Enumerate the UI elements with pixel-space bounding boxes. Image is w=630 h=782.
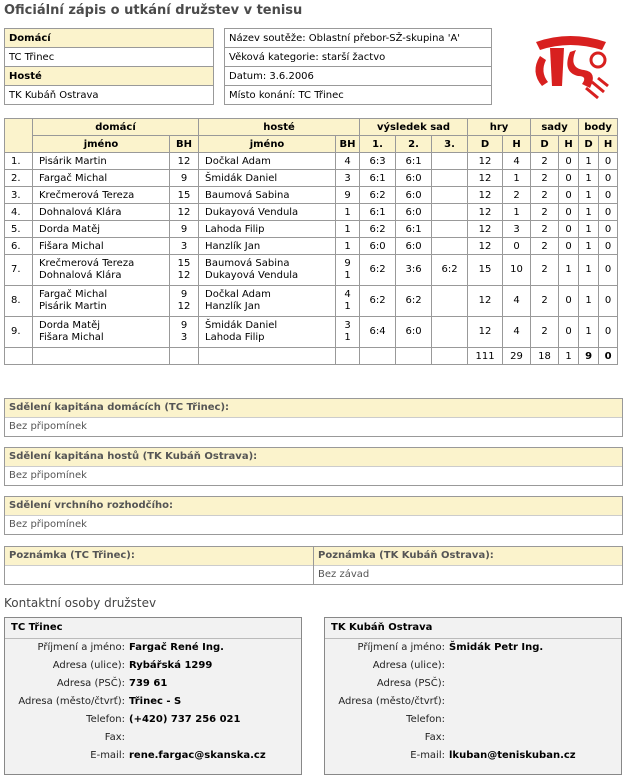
sets-header: sady	[531, 119, 579, 136]
guest-bh-line: 4	[344, 289, 351, 300]
home-player	[33, 204, 170, 221]
home-player-line: Fišara Michal	[39, 240, 104, 252]
contact-row	[325, 693, 621, 711]
guest-player-line: Hanzlík Jan	[205, 240, 261, 252]
home-player	[33, 170, 170, 187]
guest-player-line: Hanzlík Jan	[205, 301, 261, 312]
contact-row	[5, 693, 301, 711]
points-d: 1	[579, 170, 599, 187]
contact-row	[5, 675, 301, 693]
set1-score: 6:2	[360, 221, 396, 238]
home-bh	[170, 238, 199, 255]
guest-player-line: Dukayová Vendula	[205, 270, 299, 281]
guest-player	[199, 204, 336, 221]
set1-score: 6:0	[360, 238, 396, 255]
home-header: domácí	[33, 119, 199, 136]
games-d: 12	[468, 286, 503, 317]
guest-player-line: Šmidák Daniel	[205, 172, 278, 184]
set2-score: 6:0	[396, 238, 432, 255]
set3-score	[432, 286, 468, 317]
home-bh	[170, 255, 199, 286]
match-number: 7.	[5, 255, 33, 286]
guest-bh-line: 1	[344, 223, 351, 235]
match-number: 2.	[5, 170, 33, 187]
points-h: 0	[599, 204, 618, 221]
home-captain-note	[4, 398, 623, 437]
contact-row	[325, 711, 621, 729]
guest-bh	[336, 255, 360, 286]
home-bh-line: 3	[180, 240, 188, 252]
sets-d: 2	[531, 153, 559, 170]
guest-player	[199, 286, 336, 317]
teams-table	[4, 28, 214, 105]
games-d: 12	[468, 153, 503, 170]
guest-player	[199, 221, 336, 238]
match-number: 8.	[5, 286, 33, 317]
games-h: 1	[503, 170, 531, 187]
total-sets-d: 18	[531, 348, 559, 365]
contact-label: Příjmení a jméno:	[37, 642, 125, 653]
points-header: body	[579, 119, 618, 136]
guest-captain-note-text: Bez připomínek	[9, 470, 87, 481]
home-bh	[170, 187, 199, 204]
set1-header: 1.	[360, 136, 396, 153]
games-h: 4	[503, 153, 531, 170]
set2-score: 6:1	[396, 153, 432, 170]
home-bh-line: 12	[177, 270, 191, 281]
contact-row	[325, 747, 621, 765]
guest-player-line: Šmidák Daniel	[205, 320, 278, 331]
points-h: 0	[599, 221, 618, 238]
guest-bh-line: 1	[344, 206, 351, 218]
table-row	[5, 286, 618, 317]
home-bh-line: 15	[177, 189, 191, 201]
guest-bh-line: 1	[344, 332, 351, 343]
games-d: 12	[468, 204, 503, 221]
contact-label: Fax:	[424, 732, 445, 743]
remark-home-text	[5, 566, 313, 584]
guest-label: Hosté	[5, 67, 214, 86]
games-d: 12	[468, 187, 503, 204]
home-player-line: Fišara Michal	[39, 332, 104, 343]
points-d: 1	[579, 238, 599, 255]
table-row	[5, 187, 618, 204]
guest-captain-note	[4, 447, 623, 486]
points-d: 1	[579, 221, 599, 238]
guest-name-header: jméno	[199, 136, 336, 153]
sets-h: 0	[559, 204, 579, 221]
points-h: 0	[599, 317, 618, 348]
contact-value: Fargač René Ing.	[129, 642, 224, 653]
points-h: 0	[599, 286, 618, 317]
sets-h: 0	[559, 170, 579, 187]
contact-value: Rybářská 1299	[129, 660, 213, 671]
points-d: 1	[579, 204, 599, 221]
contact-value: 739 61	[129, 678, 168, 689]
home-player-line: Fargač Michal	[39, 172, 108, 184]
guest-player-line: Lahoda Filip	[205, 223, 265, 235]
home-bh-line: 9	[180, 320, 188, 331]
home-bh-line: 9	[180, 172, 188, 184]
guest-player	[199, 255, 336, 286]
table-row	[5, 170, 618, 187]
contact-home-team: TC Třinec	[5, 618, 301, 639]
home-bh-header: BH	[170, 136, 199, 153]
guest-captain-note-label: Sdělení kapitána hostů (TK Kubáň Ostrava):	[5, 448, 622, 467]
games-d: 12	[468, 238, 503, 255]
games-d: 15	[468, 255, 503, 286]
home-player	[33, 317, 170, 348]
guest-bh	[336, 221, 360, 238]
guest-player	[199, 170, 336, 187]
table-row	[5, 238, 618, 255]
set2-score: 6:1	[396, 221, 432, 238]
home-player-line: Dorda Matěj	[39, 223, 101, 235]
games-h: 10	[503, 255, 531, 286]
home-bh-line: 12	[177, 155, 191, 167]
sets-d: 2	[531, 317, 559, 348]
contact-value: Třinec - S	[129, 696, 182, 707]
guest-bh	[336, 317, 360, 348]
referee-note-text: Bez připomínek	[9, 519, 87, 530]
set1-score: 6:4	[360, 317, 396, 348]
home-bh	[170, 170, 199, 187]
guest-player-line: Dočkal Adam	[205, 155, 271, 167]
sets-h: 0	[559, 317, 579, 348]
set2-score: 3:6	[396, 255, 432, 286]
games-d: 12	[468, 170, 503, 187]
home-bh	[170, 153, 199, 170]
sets-d-header: D	[531, 136, 559, 153]
sets-h-header: H	[559, 136, 579, 153]
sets-h: 0	[559, 153, 579, 170]
set2-score: 6:0	[396, 187, 432, 204]
points-d: 1	[579, 317, 599, 348]
contact-label: E-mail:	[90, 750, 125, 761]
home-player-line: Dohnalová Klára	[39, 206, 122, 218]
total-sets-h: 1	[559, 348, 579, 365]
home-bh	[170, 317, 199, 348]
contact-row	[5, 657, 301, 675]
contact-value: (+420) 737 256 021	[129, 714, 241, 725]
games-d-header: D	[468, 136, 503, 153]
referee-note	[4, 496, 623, 535]
contact-row	[5, 711, 301, 729]
contact-row	[325, 657, 621, 675]
guest-player	[199, 153, 336, 170]
home-player-line: Dohnalová Klára	[39, 270, 122, 281]
set3-header: 3.	[432, 136, 468, 153]
remark-guest-text: Bez závad	[318, 569, 370, 580]
total-points-d: 9	[579, 348, 599, 365]
guest-bh-line: 1	[344, 301, 351, 312]
sets-d: 2	[531, 187, 559, 204]
match-date: Datum: 3.6.2006	[225, 67, 492, 86]
points-h: 0	[599, 170, 618, 187]
games-h: 4	[503, 317, 531, 348]
table-row	[5, 221, 618, 238]
guest-bh	[336, 286, 360, 317]
match-number: 1.	[5, 153, 33, 170]
set1-score: 6:3	[360, 153, 396, 170]
home-bh-line: 9	[180, 289, 188, 300]
contact-label: E-mail:	[410, 750, 445, 761]
sets-h: 0	[559, 187, 579, 204]
points-h-header: H	[599, 136, 618, 153]
home-player	[33, 238, 170, 255]
games-h: 2	[503, 187, 531, 204]
home-bh-line: 9	[180, 223, 188, 235]
guest-bh	[336, 153, 360, 170]
competition-name: Název soutěže: Oblastní přebor-SŽ-skupina 'A'	[225, 29, 492, 48]
home-player-line: Krečmerová Tereza	[39, 258, 135, 269]
contact-value: rene.fargac@skanska.cz	[129, 750, 266, 761]
home-player	[33, 255, 170, 286]
contact-row	[5, 729, 301, 747]
set1-score: 6:1	[360, 170, 396, 187]
match-number: 5.	[5, 221, 33, 238]
set3-score	[432, 238, 468, 255]
guest-bh	[336, 238, 360, 255]
results-table	[4, 118, 618, 365]
match-venue: Místo konání: TC Třinec	[225, 86, 492, 105]
points-d: 1	[579, 255, 599, 286]
contact-value: lkuban@teniskuban.cz	[449, 750, 576, 761]
sets-result-header: výsledek sad	[360, 119, 468, 136]
match-number: 6.	[5, 238, 33, 255]
games-d: 12	[468, 221, 503, 238]
points-h: 0	[599, 238, 618, 255]
points-h: 0	[599, 187, 618, 204]
table-row	[5, 255, 618, 286]
match-number: 9.	[5, 317, 33, 348]
guest-bh-line: 3	[344, 172, 351, 184]
home-bh	[170, 286, 199, 317]
contact-label: Adresa (město/čtvrť):	[18, 696, 125, 707]
table-row	[5, 153, 618, 170]
guest-bh-line: 1	[344, 240, 351, 252]
guest-player	[199, 317, 336, 348]
set2-header: 2.	[396, 136, 432, 153]
home-player-line: Pisárik Martin	[39, 301, 107, 312]
games-h: 0	[503, 238, 531, 255]
set2-score: 6:0	[396, 170, 432, 187]
set3-score	[432, 317, 468, 348]
guest-bh	[336, 170, 360, 187]
guest-player-line: Dočkal Adam	[205, 289, 271, 300]
contact-box-home	[4, 617, 302, 775]
contact-guest-team: TK Kubáň Ostrava	[325, 618, 621, 639]
contact-row	[5, 747, 301, 765]
total-games-h: 29	[503, 348, 531, 365]
guest-header: hosté	[199, 119, 360, 136]
guest-player-line: Lahoda Filip	[205, 332, 265, 343]
set3-score	[432, 221, 468, 238]
contact-row	[325, 639, 621, 657]
home-captain-note-label: Sdělení kapitána domácích (TC Třinec):	[5, 399, 622, 418]
home-bh-line: 12	[177, 206, 191, 218]
guest-bh-line: 4	[344, 155, 351, 167]
total-games-d: 111	[468, 348, 503, 365]
table-row	[5, 317, 618, 348]
set1-score: 6:1	[360, 204, 396, 221]
home-bh	[170, 221, 199, 238]
set1-score: 6:2	[360, 286, 396, 317]
guest-bh-line: 9	[344, 258, 351, 269]
sets-h: 1	[559, 255, 579, 286]
contacts-title: Kontaktní osoby družstev	[4, 596, 157, 610]
sets-d: 2	[531, 286, 559, 317]
guest-bh-line: 9	[344, 189, 351, 201]
points-h: 0	[599, 153, 618, 170]
page-title: Oficiální zápis o utkání družstev v tenisu	[4, 3, 303, 18]
remarks	[4, 546, 623, 585]
home-captain-note-text: Bez připomínek	[9, 421, 87, 432]
set3-score	[432, 170, 468, 187]
table-row	[5, 204, 618, 221]
home-bh-line: 15	[177, 258, 191, 269]
set2-score: 6:2	[396, 286, 432, 317]
games-h: 3	[503, 221, 531, 238]
home-player-line: Dorda Matěj	[39, 320, 101, 331]
set3-score	[432, 187, 468, 204]
total-points-h: 0	[599, 348, 618, 365]
set2-score: 6:0	[396, 317, 432, 348]
set1-score: 6:2	[360, 187, 396, 204]
games-h: 4	[503, 286, 531, 317]
contact-value: Šmidák Petr Ing.	[449, 642, 544, 653]
home-bh-line: 12	[177, 301, 191, 312]
guest-team: TK Kubáň Ostrava	[5, 86, 214, 105]
tcs-tennis-logo-icon	[528, 28, 612, 100]
sets-d: 2	[531, 221, 559, 238]
guest-player-line: Baumová Sabina	[205, 189, 290, 201]
match-number: 4.	[5, 204, 33, 221]
points-d: 1	[579, 187, 599, 204]
home-player-line: Fargač Michal	[39, 289, 108, 300]
guest-bh-line: 3	[344, 320, 351, 331]
contact-label: Příjmení a jméno:	[357, 642, 445, 653]
set3-score: 6:2	[432, 255, 468, 286]
points-h: 0	[599, 255, 618, 286]
sets-h: 0	[559, 221, 579, 238]
home-bh	[170, 204, 199, 221]
contact-row	[325, 729, 621, 747]
points-d: 1	[579, 153, 599, 170]
contact-box-guest	[324, 617, 622, 775]
contact-row	[325, 675, 621, 693]
contact-label: Adresa (PSČ):	[56, 678, 125, 689]
sets-d: 2	[531, 204, 559, 221]
games-h-header: H	[503, 136, 531, 153]
home-player-line: Krečmerová Tereza	[39, 189, 135, 201]
home-name-header: jméno	[33, 136, 170, 153]
match-number: 3.	[5, 187, 33, 204]
remark-home-label: Poznámka (TC Třinec):	[5, 547, 313, 566]
contact-row	[5, 639, 301, 657]
sets-h: 0	[559, 286, 579, 317]
guest-player-line: Baumová Sabina	[205, 258, 290, 269]
remark-home	[5, 547, 313, 584]
age-category: Věková kategorie: starší žactvo	[225, 48, 492, 67]
games-header: hry	[468, 119, 531, 136]
guest-bh	[336, 187, 360, 204]
contact-label: Telefon:	[86, 714, 125, 725]
set2-score: 6:0	[396, 204, 432, 221]
sets-d: 2	[531, 238, 559, 255]
contact-label: Adresa (ulice):	[372, 660, 445, 671]
home-team: TC Třinec	[5, 48, 214, 67]
set3-score	[432, 204, 468, 221]
points-d-header: D	[579, 136, 599, 153]
home-bh-line: 3	[180, 332, 188, 343]
home-player	[33, 221, 170, 238]
totals-row	[5, 348, 618, 365]
guest-player	[199, 187, 336, 204]
points-d: 1	[579, 286, 599, 317]
sets-h: 0	[559, 238, 579, 255]
contact-label: Adresa (ulice):	[52, 660, 125, 671]
contact-label: Adresa (PSČ):	[376, 678, 445, 689]
guest-bh	[336, 204, 360, 221]
contact-label: Fax:	[104, 732, 125, 743]
guest-bh-header: BH	[336, 136, 360, 153]
sets-d: 2	[531, 255, 559, 286]
guest-player	[199, 238, 336, 255]
home-player	[33, 286, 170, 317]
home-label: Domácí	[5, 29, 214, 48]
referee-note-label: Sdělení vrchního rozhodčího:	[5, 497, 622, 516]
remark-guest-label: Poznámka (TK Kubáň Ostrava):	[314, 547, 622, 566]
remark-guest	[313, 547, 622, 584]
set1-score: 6:2	[360, 255, 396, 286]
home-player-line: Pisárik Martin	[39, 155, 107, 167]
contact-label: Adresa (město/čtvrť):	[338, 696, 445, 707]
contact-label: Telefon:	[406, 714, 445, 725]
guest-player-line: Dukayová Vendula	[205, 206, 299, 218]
sets-d: 2	[531, 170, 559, 187]
home-player	[33, 187, 170, 204]
home-player	[33, 153, 170, 170]
guest-bh-line: 1	[344, 270, 351, 281]
match-info-table	[224, 28, 492, 105]
games-h: 1	[503, 204, 531, 221]
set3-score	[432, 153, 468, 170]
games-d: 12	[468, 317, 503, 348]
